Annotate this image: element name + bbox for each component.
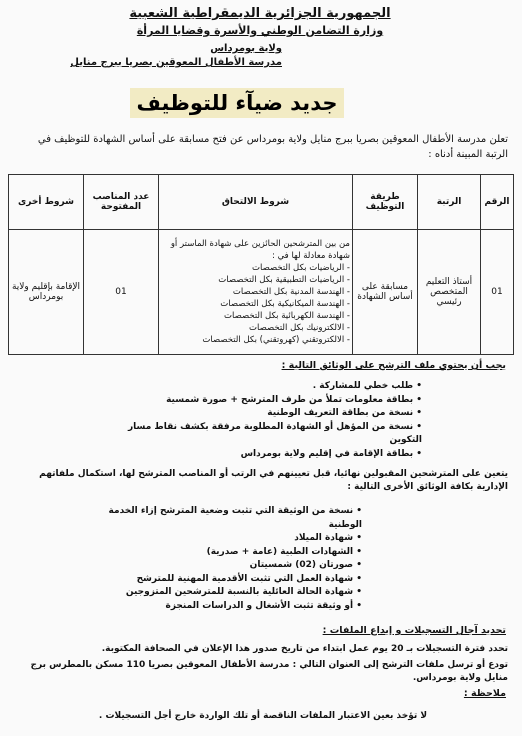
table-row [9,230,514,355]
list-item: • أو وثيقة تثبت الأشغال و الدراسات المنجزة [82,600,362,614]
document-header [60,6,460,37]
cell-conditions [159,230,353,355]
school-name: مدرسة الأطفال المعوقين بصريا ببرج منايل [70,57,282,68]
deposit-text-2: تودع أو ترسل ملفات الترشح إلى العنوان التالي : مدرسة الأطفال المعوقين بصريا 110 مسكن بالمطرس برج منايل ولاية بومرداس. [30,660,508,683]
positions-table [8,174,514,355]
condition-line: - الرياضيات بكل التخصصات [252,263,350,273]
institution-block [22,42,282,70]
condition-line: - الالكتروتقني (كهروتقني) بكل التخصصات [202,335,350,345]
overlay-banner: جديد ضيآء للتوظيف [130,88,344,118]
condition-line: - الهندسة الميكانيكية بكل التخصصات [220,299,350,309]
cell-method: مسابقة على أساس الشهادة [353,230,418,355]
col-method: طريقة التوظيف [353,175,418,230]
final-paragraph: يتعين على المترشحين المقبولين نهائيا، قبل تعيينهم في الرتب أو المناصب المترشح لها، استكمال ملفاتهم الإدارية بكافة الوثائق الأخرى التالية : [39,469,508,492]
docs-list [122,380,422,461]
list-item: • شهادة العمل التي تثبت الأقدمية المهنية للمترشح [82,573,362,587]
list-item: • نسخة من المؤهل أو الشهادة المطلوبة مرفقة بكشف نقاط مسار التكوين [122,421,422,448]
condition-line: من بين المترشحين الحائزين على شهادة الماستر أو شهادة معادلة لها في : [170,239,350,261]
ministry-title: وزارة التضامن الوطني والأسرة وقضايا المرأة [136,24,384,37]
list-item: • شهادة الحالة العائلية بالنسبة للمترشحين المتزوجين [82,586,362,600]
deposit-text-1: تحدد فترة التسجيلات بـ 20 يوم عمل ابتداء من تاريخ صدور هذا الإعلان في الصحافة المكتوبة. [101,644,508,654]
col-num: الرقم [481,175,514,230]
condition-line: - الهندسة الكهربائية بكل التخصصات [224,311,350,321]
deposit-title: تحديد آجال التسجيلات و إيداع الملفات : [322,625,506,636]
list-item: • صورتان (02) شمسيتان [82,559,362,573]
col-rank: الرتبة [418,175,481,230]
col-conditions: شروط الالتحاق [159,175,353,230]
col-count: عدد المناصب المفتوحة [84,175,159,230]
announcement-intro: تعلن مدرسة الأطفال المعوقين بصريا ببرج منايل ولاية بومرداس عن فتح مسابقة على أساس الشهادة للتوظيف في الرتبة المبينة أدناه : [37,134,508,160]
wilaya-name: ولاية بومرداس [210,43,282,54]
condition-line: - الرياضيات التطبيقية بكل التخصصات [218,275,350,285]
note-text: لا تؤخذ بعين الاعتبار الملفات الناقصة أو تلك الواردة خارج أجل التسجيلات . [98,711,428,721]
docs2-list [82,505,362,613]
cell-other: الإقامة بإقليم ولاية بومرداس [9,230,84,355]
cell-count: 01 [84,230,159,355]
republic-title: الجمهورية الجزائرية الديمقراطية الشعبية [129,6,391,21]
condition-line: - الالكترونيك بكل التخصصات [249,323,350,333]
list-item: • الشهادات الطبية (عامة + صدرية) [82,546,362,560]
list-item: • نسخة من الوثيقة التي تثبت وضعية المترشح إزاء الخدمة الوطنية [82,505,362,532]
cell-num: 01 [481,230,514,355]
col-other: شروط أخرى [9,175,84,230]
list-item: • نسخة من بطاقة التعريف الوطنية [122,407,422,421]
cell-rank: أستاذ التعليم المتخصص رئيسي [418,230,481,355]
list-item: • بطاقة الإقامة في إقليم ولاية بومرداس [122,448,422,462]
list-item: • شهادة الميلاد [82,532,362,546]
table-header-row [9,175,514,230]
docs-title: يجب أن يحتوي ملف الترشح على الوثائق التالية : [281,360,506,371]
notes-title: ملاحظة : [463,688,506,699]
condition-line: - الهندسة المدنية بكل التخصصات [232,287,350,297]
list-item: • طلب خطي للمشاركة . [122,380,422,394]
list-item: • بطاقة معلومات تملأ من طرف المترشح + صورة شمسية [122,394,422,408]
